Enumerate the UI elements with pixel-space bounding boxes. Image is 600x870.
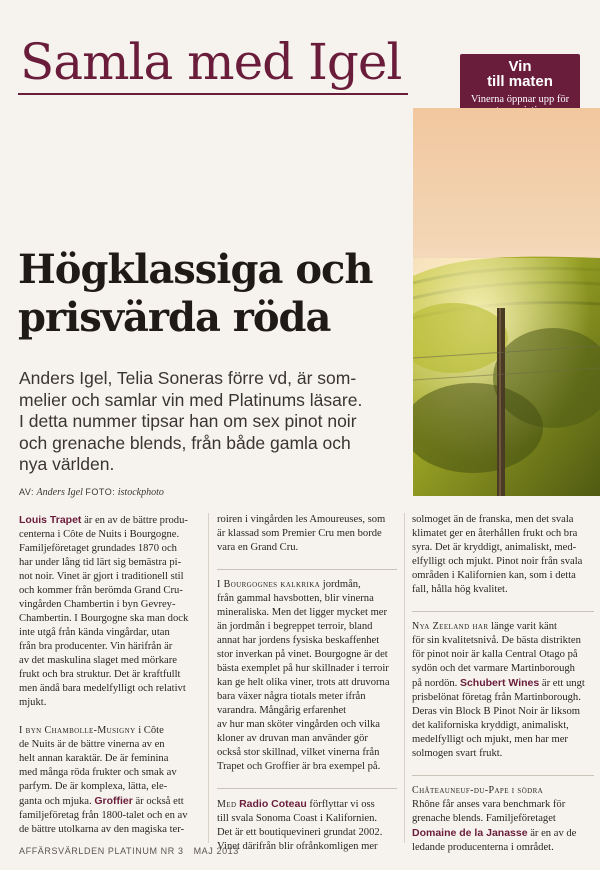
column-divider (404, 513, 405, 843)
text-line: parfym. De är komplexa, lätta, ele- (19, 781, 168, 792)
text-line: bästa exemplet på hur skillnader i terroir (217, 663, 389, 674)
text-line: områden i Kalifornien kan, som i detta (412, 570, 576, 581)
paragraph-lead: Med (217, 799, 237, 810)
page-footer (19, 846, 239, 856)
byline (19, 487, 164, 498)
text-line: från gammal havsbotten, blir vinerna (217, 593, 374, 604)
text-line: Rhône får anses vara benchmark för (412, 799, 566, 810)
author-name: Anders Igel (36, 487, 83, 498)
paragraph (217, 578, 397, 774)
text-run: förflyttar vi oss (306, 799, 375, 810)
text-line (217, 578, 397, 592)
text-line: också stor skillnad, vilket vinerna från (217, 747, 380, 758)
text-line: av det maskulina slaget med mörkare (19, 655, 177, 666)
title-divider (18, 93, 408, 95)
badge-title-line2: till maten (487, 73, 553, 90)
lead-line: och grenache blends, från både gamla och (19, 432, 351, 453)
text-line: från bra producenter. Vin härifrån är (19, 641, 173, 652)
text-line: Vinet därifrån blir ofrånkomligen mer (217, 841, 378, 852)
column-divider (208, 513, 209, 843)
text-line: men ändå bara medelfylligt och relativt (19, 683, 186, 694)
text-line (412, 620, 594, 634)
paragraph-divider (412, 611, 594, 612)
lead-line: nya världen. (19, 454, 115, 474)
text-run: i Côte (135, 725, 164, 736)
paragraph (412, 784, 594, 855)
text-line (217, 797, 397, 812)
text-line: elfylligt och mjukt. Pinot noir från svala (412, 556, 583, 567)
text-run: är ett ungt (539, 678, 585, 689)
text-run: är en av de (527, 828, 577, 839)
paragraph (19, 513, 201, 710)
text-line: vingården Chambertin i byn Gevrey- (19, 599, 176, 610)
paragraph-lead: Nya Zeeland har (412, 621, 489, 632)
text-line: solmogen svart frukt. (412, 748, 503, 759)
text-line: än jordmån i begreppet terroir, bland (217, 621, 373, 632)
vineyard-photo (413, 108, 600, 496)
text-line: ledande producenterna i området. (412, 842, 554, 853)
text-line: de bättre utolkarna av den magiska ter- (19, 824, 185, 835)
text-line: har under lång tid lärt sig bemästra pi- (19, 557, 182, 568)
text-line: av hur man sköter vingården och vilka (217, 719, 380, 730)
headline-line: Högklassiga och (18, 246, 373, 293)
text-line: Det är ett boutiquevineri grundat 2002. (217, 827, 383, 838)
text-column-1 (19, 513, 201, 851)
paragraph (217, 513, 397, 555)
text-line: roiren i vingården les Amoureuses, som (217, 514, 386, 525)
producer-name: Domaine de la Janasse (412, 827, 528, 839)
paragraph (19, 724, 201, 837)
text-line: Familjeföretaget grundades 1870 och (19, 543, 177, 554)
text-line: stor inverkan på vinet. Bourgogne är det (217, 649, 388, 660)
text-line: kloner av druvan man använder gör (217, 733, 368, 744)
producer-name: Radio Coteau (239, 798, 307, 810)
text-line: med många röda frukter och smak av (19, 767, 177, 778)
paragraph-lead: I Bourgognes kalkrika (217, 579, 321, 590)
text-line (412, 826, 594, 841)
text-line: fall, hålla hög kvalitet. (412, 584, 508, 595)
text-line: sydön och det varmare Martinborough (412, 663, 575, 674)
text-run: ganta och mjuka. (19, 796, 95, 807)
text-line: inte utgå från kända vingårdar, utan (19, 627, 170, 638)
section-title: Samla med Igel (20, 33, 402, 91)
text-line: och kommer från berömda Grand Cru- (19, 585, 183, 596)
text-column-2 (217, 513, 397, 868)
producer-name: Schubert Wines (459, 677, 540, 689)
text-line: grenache blends. Familjeföretaget (412, 813, 556, 824)
paragraph (412, 620, 594, 761)
text-line (19, 794, 201, 809)
lead-line: melier och samlar vin med Platinums läsare. (19, 389, 363, 410)
text-line (19, 513, 201, 528)
headline-line: prisvärda röda (18, 294, 331, 341)
text-line: syra. Det är kryddigt, animaliskt, med- (412, 542, 577, 553)
text-line: bara växer några tiotals meter ifrån (217, 691, 366, 702)
text-line: mjukt. (19, 697, 47, 708)
article-headline (18, 246, 408, 342)
author-label: AV: (19, 487, 35, 497)
text-run: länge varit känt (488, 621, 557, 632)
text-line: medelfylligt och mjukt, men har mer (412, 734, 568, 745)
lead-line: Anders Igel, Telia Soneras förre vd, är som- (19, 368, 357, 388)
text-line: klimatet ger en återhållen frukt och bra (412, 528, 578, 539)
producer-name: Groffier (94, 795, 133, 807)
paragraph-divider (217, 788, 397, 789)
paragraph-divider (217, 569, 397, 570)
text-column-3 (412, 513, 594, 869)
lead-line: I detta nummer tipsar han om sex pinot noir (19, 411, 357, 431)
text-line: mineraliska. Men det ligger mycket mer (217, 607, 388, 618)
text-line (19, 724, 201, 738)
text-line: Chambertin. I Bourgogne ska man dock (19, 613, 189, 624)
text-run: jordmån, (320, 579, 361, 590)
text-line: frukt och bra struktur. Det är kraftfullt (19, 669, 181, 680)
text-line: för pinot noir är kalla Central Otago på (412, 649, 578, 660)
badge-title-line1: Vin (508, 58, 532, 75)
text-run: är en av de bättre produ- (81, 515, 188, 526)
text-line: till svala Sonoma Coast i Kalifornien. (217, 813, 378, 824)
text-line: de Nuits är de bättre vinerna av en (19, 739, 165, 750)
text-line (412, 676, 594, 691)
badge-text: Vinerna öppnar upp för (470, 94, 570, 105)
article-lead (19, 368, 404, 476)
paragraph-divider (412, 775, 594, 776)
paragraph (217, 797, 397, 854)
publication-name: AFFÄRSVÄRLDEN PLATINUM NR 3 (19, 846, 184, 856)
text-line: vara en Grand Cru. (217, 542, 299, 553)
text-line: familjeföretag från 1800-talet och en av (19, 810, 188, 821)
text-line: centerna i Côte de Nuits i Bourgogne. (19, 529, 180, 540)
photo-credit: istockphoto (117, 487, 164, 498)
text-line: är klassad som Premier Cru men borde (217, 528, 382, 539)
text-run: är också ett (132, 796, 184, 807)
text-line (412, 784, 594, 798)
text-line: för sin kvalitetsnivå. De bästa distrikten (412, 635, 581, 646)
text-line: prisbelönat företag från Martinborough. (412, 692, 581, 703)
photo-label: FOTO: (85, 487, 116, 497)
paragraph-lead: I byn Chambolle-Musigny (19, 725, 136, 736)
text-line: kan ge helt olika viner, trots att druvorna (217, 677, 390, 688)
text-line: not noir. Vinet är gjort i traditionell stil (19, 571, 184, 582)
text-line: solmoget än de franska, men det svala (412, 514, 574, 525)
issue-date: MAJ 2013 (193, 846, 239, 856)
text-line: helt annan karaktär. De är feminina (19, 753, 169, 764)
text-line: Trapet och Groffier är bra exempel på. (217, 761, 381, 772)
paragraph-lead: Châteauneuf-du-Pape i södra (412, 785, 544, 796)
paragraph (412, 513, 594, 597)
text-line: varandra. Mångårig erfarenhet (217, 705, 347, 716)
text-run: på nordön. (412, 678, 460, 689)
text-line: annat har jordens fysiska beskaffenhet (217, 635, 380, 646)
text-line: Deras vin Block B Pinot Noir är liksom (412, 706, 581, 717)
producer-name: Louis Trapet (19, 514, 82, 526)
text-line: det kaliforniska kryddigt, animaliskt, (412, 720, 569, 731)
